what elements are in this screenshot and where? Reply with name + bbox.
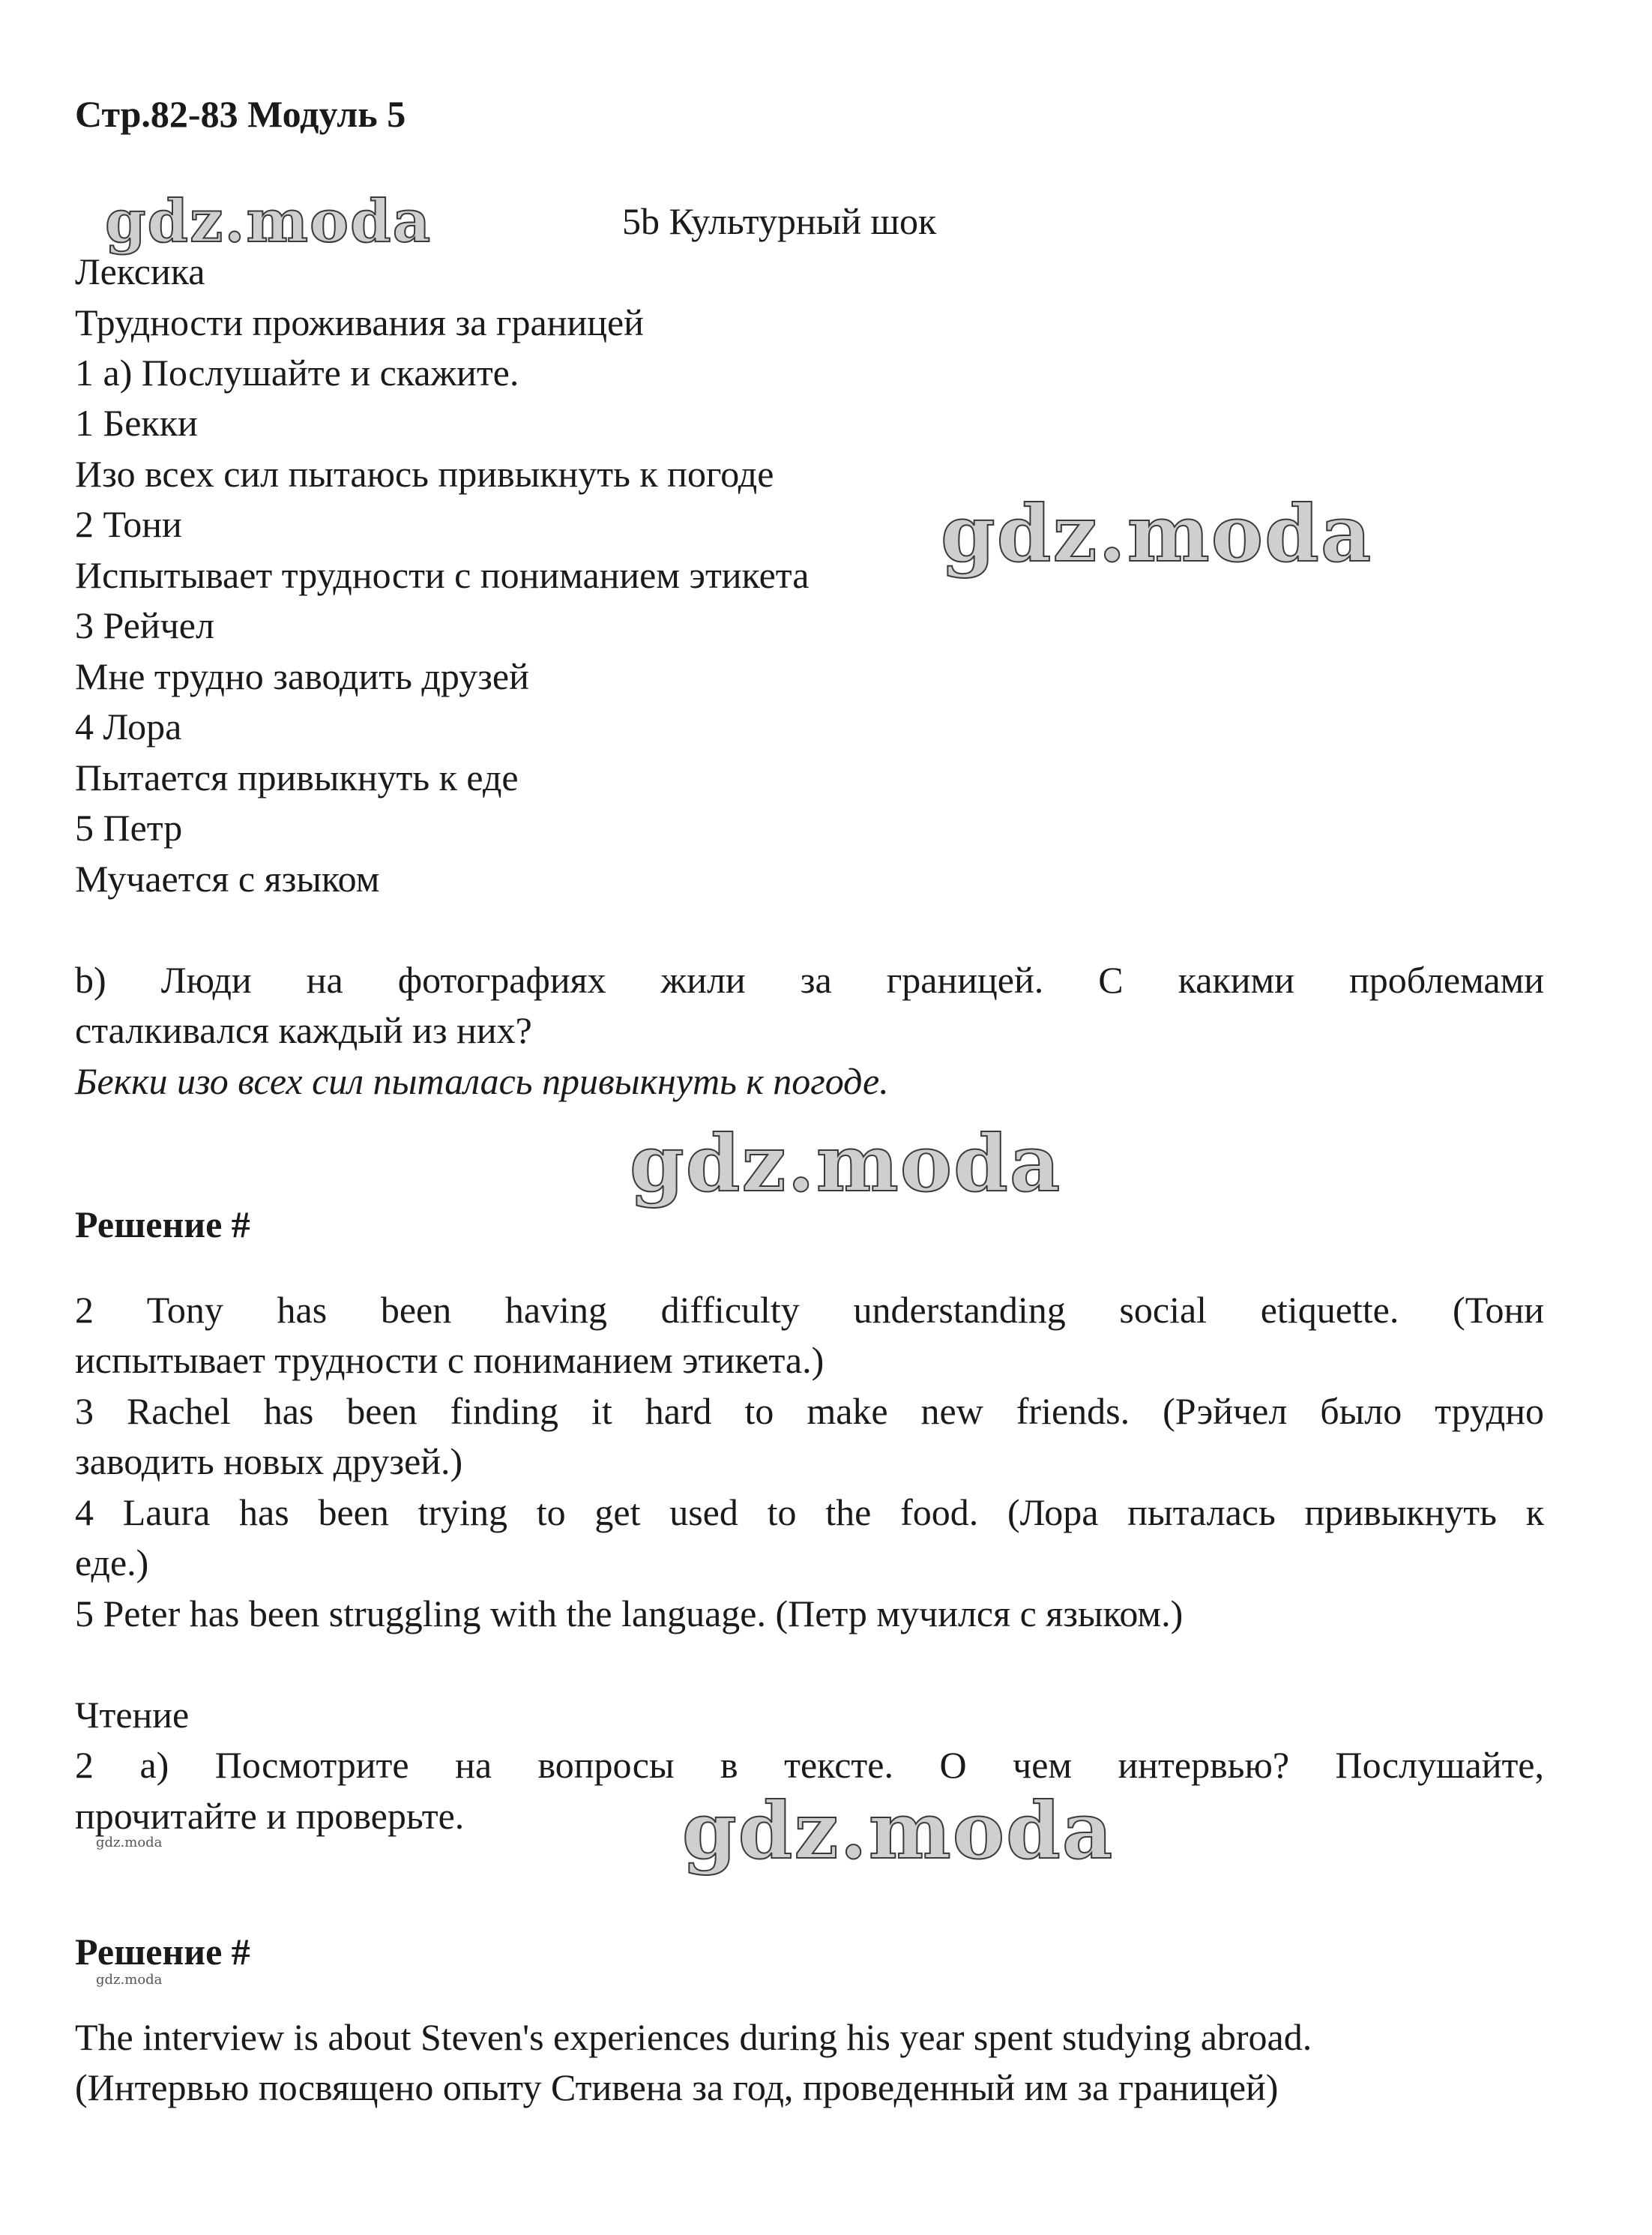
list-item-text: Испытывает трудности с пониманием этикета — [75, 554, 810, 596]
lexis-topic: Трудности проживания за границей — [75, 301, 644, 343]
page-header-title: Стр.82-83 Модуль 5 — [75, 93, 406, 135]
reading-heading: Чтение — [75, 1694, 190, 1736]
list-item-text: Пытается привыкнуть к еде — [75, 756, 519, 798]
solution2-line: (Интервью посвящено опыту Стивена за год, проведенный им за границей) — [75, 2066, 1279, 2108]
exercise1-example: Бекки изо всех сил пыталась привыкнуть к погоде. — [75, 1060, 889, 1102]
lexis-heading: Лексика — [75, 250, 205, 292]
solution-line: 3 Rachel has been finding it hard to make new friends. (Рэйчел было трудно — [75, 1390, 1544, 1432]
solution-line: еде.) — [75, 1541, 149, 1583]
list-item-name: 3 Рейчел — [75, 604, 214, 646]
solution-line: заводить новых друзей.) — [75, 1440, 463, 1482]
watermark-logo: gdz.moda — [630, 1117, 1062, 1209]
list-item-name: 5 Петр — [75, 807, 183, 849]
exercise1-task-b-cont: сталкивался каждый из них? — [75, 1009, 532, 1051]
exercise1-task-b: b) Люди на фотографиях жили за границей. С какими проблемами — [75, 959, 1544, 1001]
solution-line: 2 Tony has been having difficulty understanding social etiquette. (Тони — [75, 1289, 1544, 1331]
reading-task: 2 a) Посмотрите на вопросы в тексте. О чем интервью? Послушайте, — [75, 1744, 1544, 1786]
watermark-logo: gdz.moda — [682, 1784, 1115, 1877]
watermark-small: gdz.moda — [96, 1972, 163, 1988]
solution-line: 4 Laura has been trying to get used to the food. (Лора пыталась привыкнуть к — [75, 1491, 1544, 1533]
watermark-logo: gdz.moda — [941, 487, 1373, 580]
lesson-title: 5b Культурный шок — [622, 200, 937, 242]
list-item-name: 1 Бекки — [75, 402, 198, 444]
solution-line: 5 Peter has been struggling with the language. (Петр мучился с языком.) — [75, 1592, 1184, 1634]
solution1-heading: Решение # — [75, 1203, 250, 1245]
watermark-logo: gdz.moda — [105, 187, 432, 256]
solution2-heading: Решение # — [75, 1931, 250, 1973]
exercise1-task-a: 1 a) Послушайте и скажите. — [75, 352, 519, 394]
solution-line: испытывает трудности с пониманием этикета.) — [75, 1339, 825, 1381]
list-item-text: Мне трудно заводить друзей — [75, 655, 529, 697]
list-item-name: 2 Тони — [75, 503, 182, 545]
watermark-small: gdz.moda — [96, 1835, 163, 1850]
solution2-line: The interview is about Steven's experiences during his year spent studying abroad. — [75, 2016, 1312, 2058]
reading-task-cont: прочитайте и проверьте. — [75, 1795, 465, 1837]
list-item-name: 4 Лора — [75, 706, 182, 747]
list-item-text: Мучается с языком — [75, 858, 380, 900]
list-item-text: Изо всех сил пытаюсь привыкнуть к погоде — [75, 453, 774, 495]
